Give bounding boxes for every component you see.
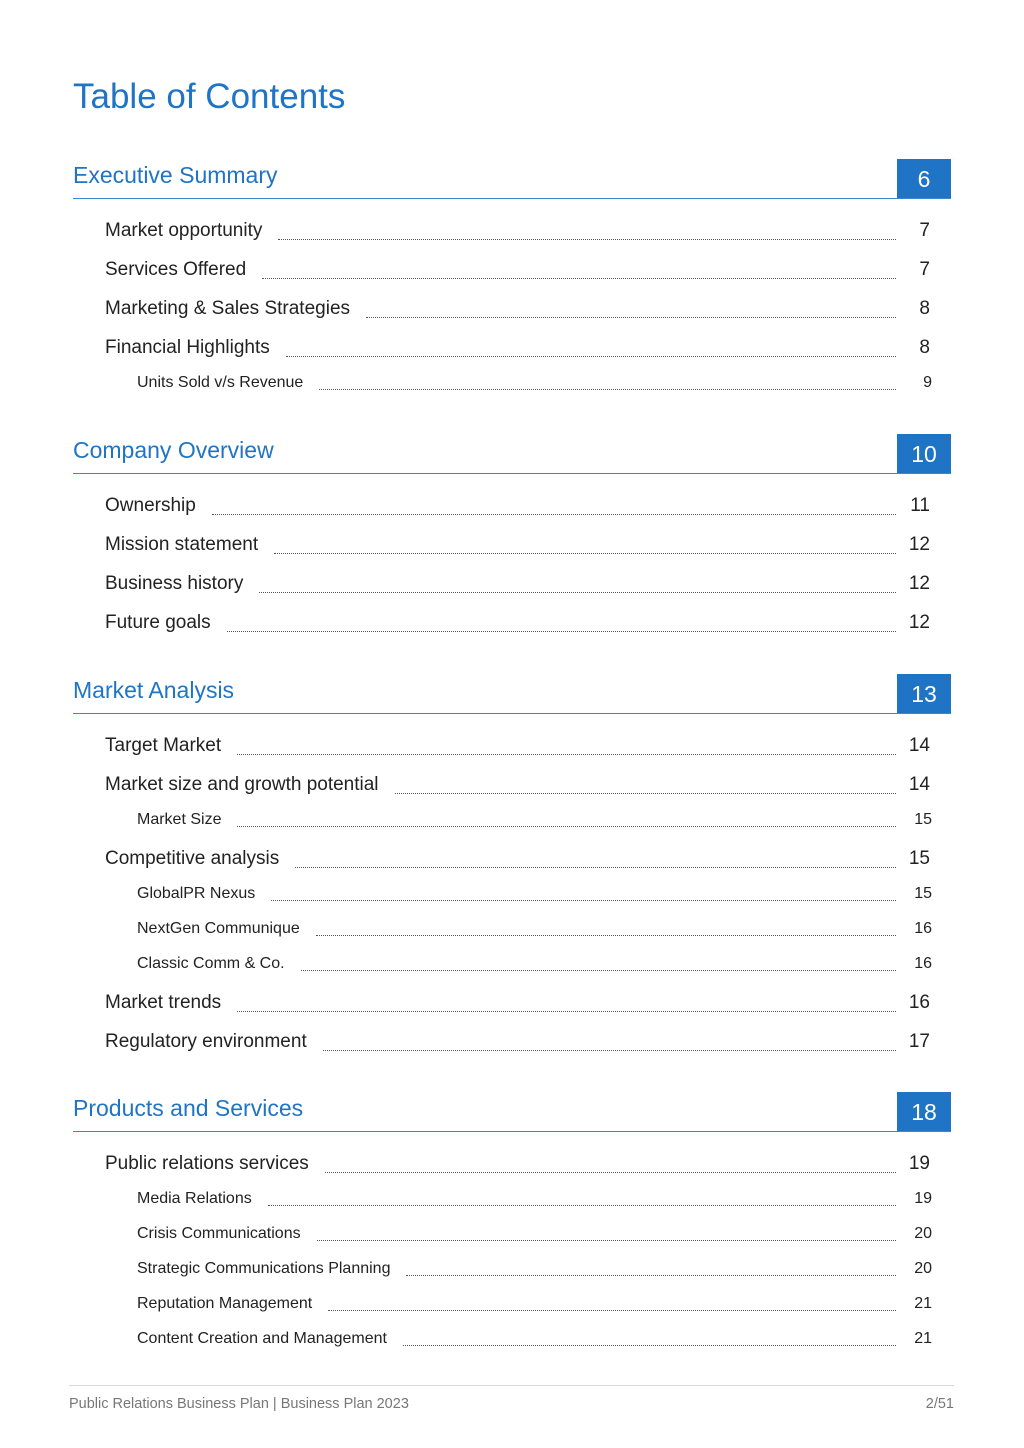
toc-entry-label: Reputation Management [137,1295,313,1312]
toc-entry-label: Future goals [105,612,211,633]
toc-entry-label: Public relations services [105,1153,309,1174]
dotted-leader [366,316,896,318]
toc-entry-label: Mission statement [105,534,259,555]
toc-entry-page-number: 11 [910,495,930,516]
dotted-leader [268,1204,896,1206]
page-title: Table of Contents [73,77,346,116]
toc-entry-page-number: 12 [908,573,930,594]
toc-section [73,674,951,1052]
dotted-leader [328,1309,896,1311]
toc-entry-page-number: 14 [908,735,930,756]
toc-section-page-badge: 6 [897,159,951,198]
toc-entry-label: Ownership [105,495,196,516]
toc-entry-page-number: 12 [908,534,930,555]
dotted-leader [295,866,896,868]
toc-entry-page-number: 7 [919,259,930,280]
toc-section-header[interactable] [73,1092,951,1132]
toc-entry-page-number: 19 [908,1153,930,1174]
toc-section-header[interactable] [73,674,951,714]
toc-entry-page-number: 12 [908,612,930,633]
toc-entry-label: Classic Comm & Co. [137,955,285,972]
toc-entry-label: Competitive analysis [105,848,280,869]
toc-entry-label: Crisis Communications [137,1225,301,1242]
toc-entry-label: Business history [105,573,244,594]
toc-entry-label: Market size and growth potential [105,774,379,795]
footer-page-number: 2/51 [925,1396,954,1412]
footer-divider [69,1385,954,1386]
toc-section-page-badge: 13 [897,674,951,713]
toc-entry-page-number: 15 [914,885,932,902]
toc-section-header[interactable] [73,159,951,199]
dotted-leader [319,388,896,390]
toc-entry-page-number: 8 [919,337,930,358]
dotted-leader [262,277,896,279]
toc-entry-label: Financial Highlights [105,337,270,358]
toc-section-title: Products and Services [73,1095,304,1121]
toc-entry-page-number: 16 [908,992,930,1013]
dotted-leader [325,1171,896,1173]
toc-entry-page-number: 7 [919,220,930,241]
dotted-leader [278,238,896,240]
footer-document-title: Public Relations Business Plan | Business Plan 2023 [69,1396,409,1412]
dotted-leader [271,899,896,901]
toc-entry-label: Content Creation and Management [137,1330,387,1347]
toc-entry-label: Units Sold v/s Revenue [137,374,304,391]
dotted-leader [317,1239,896,1241]
toc-entry-label: Media Relations [137,1190,252,1207]
toc-entry-page-number: 16 [914,920,932,937]
toc-entry-page-number: 21 [914,1295,932,1312]
toc-section-page-badge: 18 [897,1092,951,1131]
dotted-leader [212,513,896,515]
dotted-leader [274,552,896,554]
toc-entry-label: GlobalPR Nexus [137,885,256,902]
dotted-leader [259,591,896,593]
toc-entry-label: Marketing & Sales Strategies [105,298,351,319]
toc-entry-label: Strategic Communications Planning [137,1260,391,1277]
toc-section [73,434,951,633]
toc-entry-label: NextGen Communique [137,920,300,937]
toc-entry-page-number: 9 [923,374,932,391]
toc-section-header[interactable] [73,434,951,474]
dotted-leader [286,355,896,357]
toc-entry-label: Market opportunity [105,220,263,241]
dotted-leader [406,1274,896,1276]
toc-entry-page-number: 14 [908,774,930,795]
dotted-leader [403,1344,896,1346]
toc-entry-label: Services Offered [105,259,247,280]
toc-entry-page-number: 16 [914,955,932,972]
dotted-leader [395,792,896,794]
dotted-leader [237,825,896,827]
dotted-leader [237,753,896,755]
toc-section [73,1092,951,1347]
toc-entry-label: Market Size [137,811,222,828]
dotted-leader [237,1010,896,1012]
toc-entry-page-number: 17 [908,1031,930,1052]
dotted-leader [316,934,896,936]
toc-section [73,159,951,391]
toc-entry-page-number: 20 [914,1225,932,1242]
dotted-leader [301,969,896,971]
toc-entry-label: Regulatory environment [105,1031,307,1052]
dotted-leader [227,630,896,632]
toc-entry-page-number: 21 [914,1330,932,1347]
toc-entry-page-number: 19 [914,1190,932,1207]
toc-section-title: Executive Summary [73,162,278,188]
dotted-leader [323,1049,896,1051]
toc-section-page-badge: 10 [897,434,951,473]
toc-section-title: Market Analysis [73,677,235,703]
toc-entry-page-number: 8 [919,298,930,319]
toc-entry-label: Market trends [105,992,222,1013]
toc-section-title: Company Overview [73,437,274,463]
toc-entry-page-number: 15 [914,811,932,828]
toc-entry-page-number: 20 [914,1260,932,1277]
toc-entry-page-number: 15 [908,848,930,869]
toc-entry-label: Target Market [105,735,222,756]
